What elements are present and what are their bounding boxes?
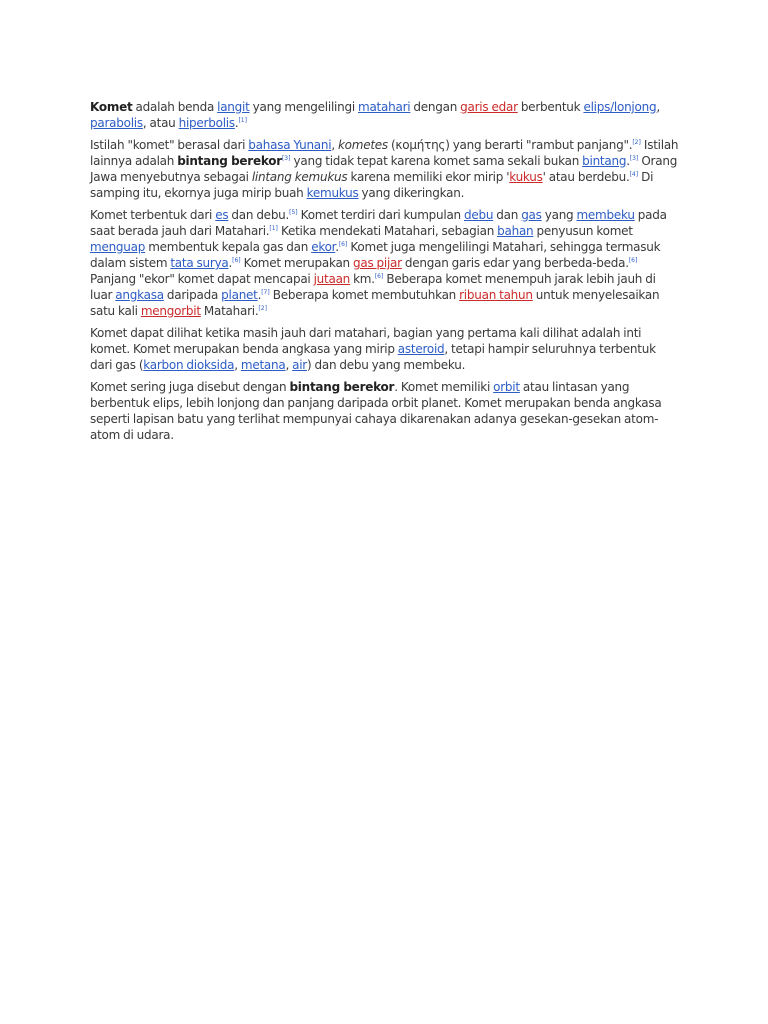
text: yang tidak tepat karena komet sama sekali bukan: [290, 154, 583, 168]
paragraph-4: [90, 325, 680, 373]
link-gas-pijar[interactable]: gas pijar: [352, 256, 402, 270]
text: adalah benda: [132, 100, 218, 114]
citation-2[interactable]: [2]: [258, 305, 267, 312]
text: Beberapa komet menempuh jarak lebih jauh di luar: [90, 272, 656, 302]
text: dan debu.: [228, 208, 290, 222]
text: berbentuk: [517, 100, 584, 114]
citation-2[interactable]: [2]: [632, 139, 641, 146]
text: , tetapi hampir seluruhnya terbentuk dari gas (: [90, 342, 656, 372]
citation-4[interactable]: [4]: [629, 171, 639, 178]
text: dan: [493, 208, 522, 222]
link-mengorbit[interactable]: mengorbit: [140, 304, 201, 318]
citation-6[interactable]: [6]: [338, 241, 348, 248]
link-orbit[interactable]: orbit: [493, 380, 520, 394]
text: .: [234, 116, 239, 130]
text: yang mengelilingi: [249, 100, 359, 114]
text: Istilah "komet" berasal dari: [90, 138, 249, 152]
text: karena memiliki ekor mirip ': [347, 170, 510, 184]
link-metana[interactable]: metana: [240, 358, 286, 372]
citation-3[interactable]: [3]: [629, 155, 639, 162]
text: yang dikeringkan.: [358, 186, 465, 200]
link-jutaan[interactable]: jutaan: [313, 272, 351, 286]
link-debu[interactable]: debu: [463, 208, 494, 222]
paragraph-3: [90, 207, 680, 319]
link-elips-lonjong[interactable]: elips/lonjong: [583, 100, 657, 114]
text: Komet dapat dilihat ketika masih jauh dari matahari, bagian yang pertama kali dilihat adalah inti komet. Komet merupakan benda angkasa yang mirip: [90, 326, 642, 356]
text: Panjang "ekor" komet dapat mencapai: [90, 272, 314, 286]
text: .: [228, 256, 233, 270]
citation-7[interactable]: [7]: [261, 289, 270, 296]
link-kemukus[interactable]: kemukus: [306, 186, 359, 200]
link-hiperbolis[interactable]: hiperbolis: [178, 116, 235, 130]
link-ribuan-tahun[interactable]: ribuan tahun: [459, 288, 533, 302]
link-matahari[interactable]: matahari: [358, 100, 411, 114]
text: ,: [656, 100, 660, 114]
term-bintang-berekor: bintang berekor: [289, 380, 395, 394]
link-parabolis[interactable]: parabolis: [90, 116, 143, 130]
link-karbon-dioksida[interactable]: karbon dioksida: [143, 358, 235, 372]
text: atau lintasan yang berbentuk elips, lebih lonjong dan panjang daripada orbit planet. Komet merupakan benda angkasa seperti lapisan batu yang terlihat mempunyai cahaya dikarenakan adanya gesekan-gesekan atom-atom di udara.: [90, 380, 662, 442]
text: Orang Jawa menyebutnya sebagai: [90, 154, 678, 184]
text: ,: [234, 358, 241, 372]
text: Komet sering juga disebut dengan: [90, 380, 290, 394]
link-planet[interactable]: planet: [221, 288, 258, 302]
citation-6[interactable]: [6]: [232, 257, 241, 264]
text: .: [335, 240, 339, 254]
link-garis-edar[interactable]: garis edar: [460, 100, 518, 114]
text: Komet juga mengelilingi Matahari, sehingga termasuk dalam sistem: [90, 240, 661, 270]
link-bahasa-yunani[interactable]: bahasa Yunani: [248, 138, 332, 152]
paragraph-1: [90, 99, 680, 131]
text: ,: [331, 138, 338, 152]
link-angkasa[interactable]: angkasa: [115, 288, 164, 302]
text: Komet merupakan: [240, 256, 353, 270]
link-tata-surya[interactable]: tata surya: [170, 256, 229, 270]
citation-1[interactable]: [1]: [238, 117, 247, 124]
text: , atau: [142, 116, 179, 130]
article-body: [90, 99, 680, 449]
text: Istilah lainnya adalah: [90, 138, 679, 168]
citation-1[interactable]: [1]: [269, 225, 278, 232]
text: Ketika mendekati Matahari, sebagian: [277, 224, 498, 238]
link-menguap[interactable]: menguap: [90, 240, 146, 254]
term-lintang-kemukus: lintang kemukus: [251, 170, 348, 184]
text: Di samping itu, ekornya juga mirip buah: [90, 170, 654, 200]
text: (κομήτης) yang berarti "rambut panjang".: [387, 138, 633, 152]
term-bintang-berekor: bintang berekor: [177, 154, 282, 168]
text: dengan: [410, 100, 461, 114]
text: km.: [350, 272, 375, 286]
text: ' atau berdebu.: [542, 170, 630, 184]
text: ) dan debu yang membeku.: [306, 358, 466, 372]
text: Komet terbentuk dari: [90, 208, 216, 222]
text: membentuk kepala gas dan: [145, 240, 312, 254]
text: .: [626, 154, 630, 168]
text: Matahari.: [200, 304, 259, 318]
link-gas[interactable]: gas: [521, 208, 542, 222]
paragraph-2: [90, 137, 680, 201]
text: ,: [285, 358, 293, 372]
link-kukus[interactable]: kukus: [509, 170, 543, 184]
text: yang: [541, 208, 577, 222]
link-asteroid[interactable]: asteroid: [397, 342, 445, 356]
term-komet: Komet: [90, 100, 133, 114]
link-ekor[interactable]: ekor: [311, 240, 336, 254]
paragraph-5: [90, 379, 680, 443]
citation-6[interactable]: [6]: [374, 273, 384, 280]
text: penyusun komet: [533, 224, 633, 238]
text: . Komet memiliki: [394, 380, 494, 394]
citation-6[interactable]: [6]: [628, 257, 638, 264]
text: untuk menyelesaikan satu kali: [90, 288, 660, 318]
link-bintang[interactable]: bintang: [582, 154, 627, 168]
text: daripada: [163, 288, 222, 302]
text: Komet terdiri dari kumpulan: [297, 208, 464, 222]
link-es[interactable]: es: [215, 208, 229, 222]
text: pada saat berada jauh dari Matahari.: [90, 208, 667, 238]
link-bahan[interactable]: bahan: [497, 224, 534, 238]
text: Beberapa komet membutuhkan: [269, 288, 460, 302]
link-air[interactable]: air: [292, 358, 307, 372]
link-membeku[interactable]: membeku: [576, 208, 635, 222]
citation-3[interactable]: [3]: [281, 155, 291, 162]
link-langit[interactable]: langit: [217, 100, 250, 114]
term-kometes: kometes: [337, 138, 388, 152]
text: dengan garis edar yang berbeda-beda.: [401, 256, 629, 270]
citation-5[interactable]: [5]: [289, 209, 298, 216]
text: .: [257, 288, 262, 302]
